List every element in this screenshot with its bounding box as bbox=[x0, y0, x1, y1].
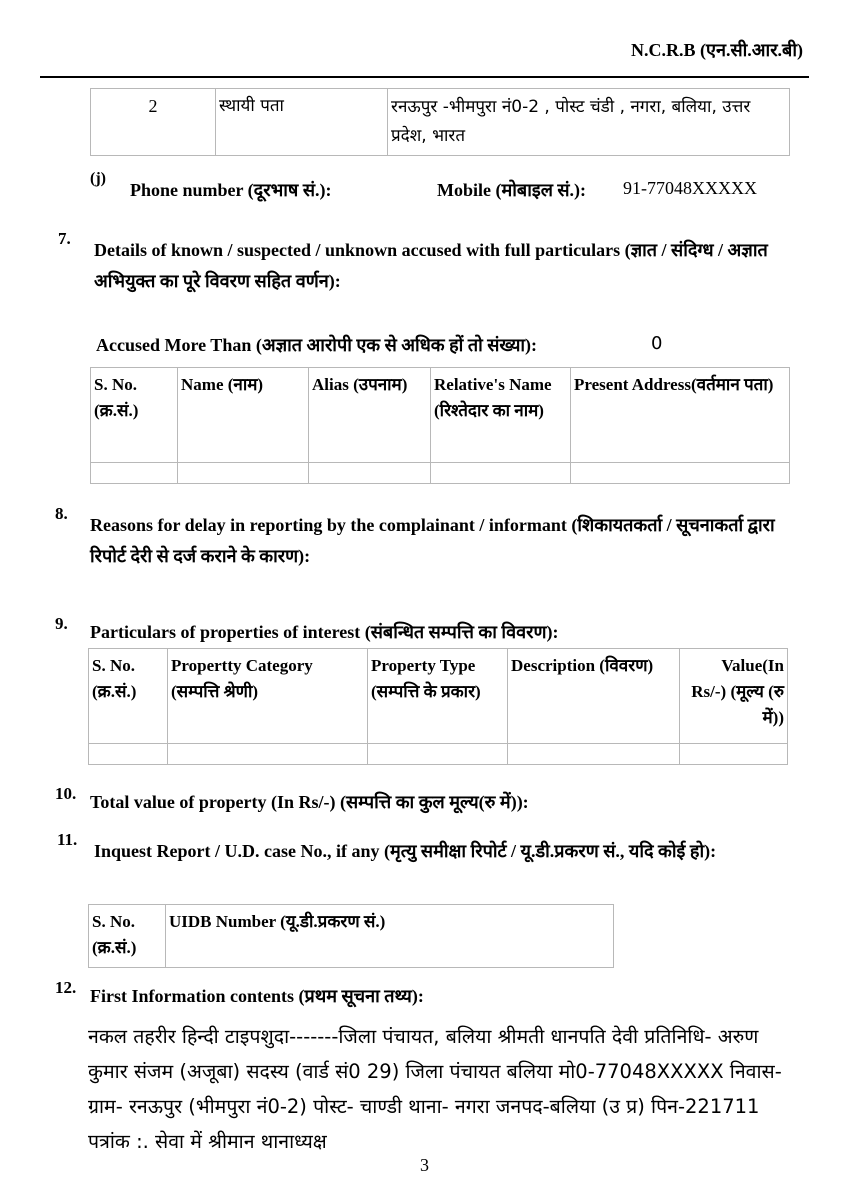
mobile-label: Mobile (मोबाइल सं.): bbox=[437, 180, 587, 200]
section-10-title: Total value of property (In Rs/-) (सम्पत्ति का कुल मूल्य(रु में)): bbox=[90, 792, 529, 812]
table-row bbox=[89, 744, 788, 765]
property-col-type: Property Type (सम्पत्ति के प्रकार) bbox=[368, 649, 508, 744]
table-row bbox=[91, 89, 790, 156]
section-9-title: Particulars of properties of interest (संबन्धित सम्पत्ति का विवरण): bbox=[90, 622, 559, 642]
section-12-title: First Information contents (प्रथम सूचना तथ्य): bbox=[90, 986, 424, 1006]
address-table bbox=[90, 88, 790, 156]
section-7-title: Details of known / suspected / unknown accused with full particulars (ज्ञात / संदिग्ध / अज्ञात अभियुक्त का पूरे विवरण सहित वर्णन): bbox=[94, 240, 768, 291]
section-8-number: 8. bbox=[55, 504, 68, 523]
section-7-number: 7. bbox=[58, 229, 71, 248]
table-header-row bbox=[89, 905, 614, 968]
accused-col-sno: S. No. (क्र.सं.) bbox=[91, 368, 178, 463]
section-11-title: Inquest Report / U.D. case No., if any (मृत्यु समीक्षा रिपोर्ट / यू.डी.प्रकरण सं., यदि कोई हो): bbox=[94, 841, 717, 861]
section-10-number: 10. bbox=[55, 784, 77, 803]
accused-more-than-label: Accused More Than (अज्ञात आरोपी एक से अधिक हों तो संख्या): bbox=[96, 335, 538, 355]
accused-col-address: Present Address(वर्तमान पता) bbox=[571, 368, 790, 463]
section-9-number: 9. bbox=[55, 614, 68, 633]
first-information-body: नकल तहरीर हिन्दी टाइपशुदा-------जिला पंचायत, बलिया श्रीमती धानपति देवी प्रतिनिधि- अरुण कुमार संजम (अजूबा) सदस्य (वार्ड सं0 29) जिला पंचायत बलिया मो0-77048XXXXX निवास- ग्राम- रनऊपुर (भीमपुरा नं0-2) पोस्ट- चाण्डी थाना- नगरा जनपद-बलिया (उ प्र) पिन-221711 पत्रांक :. सेवा में श्रीमान थानाध्यक्ष bbox=[88, 1025, 782, 1153]
address-sno: 2 bbox=[91, 89, 216, 156]
property-col-description: Description (विवरण) bbox=[508, 649, 680, 744]
section-j-marker: (j) bbox=[90, 170, 106, 187]
accused-col-alias: Alias (उपनाम) bbox=[309, 368, 431, 463]
property-table bbox=[88, 648, 788, 765]
property-col-value: Value(In Rs/-) (मूल्य (रु में)) bbox=[680, 649, 788, 744]
page-number: 3 bbox=[420, 1155, 429, 1175]
page-header-title: N.C.R.B (एन.सी.आर.बी) bbox=[631, 40, 803, 60]
accused-more-than-value: 0 bbox=[651, 333, 663, 354]
accused-col-name: Name (नाम) bbox=[178, 368, 309, 463]
table-row bbox=[91, 463, 790, 484]
table-header-row bbox=[91, 368, 790, 463]
table-header-row bbox=[89, 649, 788, 744]
header-divider bbox=[40, 76, 809, 78]
phone-label: Phone number (दूरभाष सं.): bbox=[130, 180, 332, 200]
section-12-number: 12. bbox=[55, 978, 77, 997]
uidb-col-number: UIDB Number (यू.डी.प्रकरण सं.) bbox=[166, 905, 614, 968]
accused-table bbox=[90, 367, 790, 484]
uidb-col-sno: S. No. (क्र.सं.) bbox=[89, 905, 166, 968]
property-col-category: Propertty Category (सम्पत्ति श्रेणी) bbox=[168, 649, 368, 744]
accused-col-relative: Relative's Name (रिश्तेदार का नाम) bbox=[431, 368, 571, 463]
section-11-number: 11. bbox=[57, 830, 78, 849]
property-col-sno: S. No. (क्र.सं.) bbox=[89, 649, 168, 744]
mobile-value: 91-77048XXXXX bbox=[623, 178, 757, 198]
uidb-table bbox=[88, 904, 614, 968]
section-8-title: Reasons for delay in reporting by the complainant / informant (शिकायतकर्ता / सूचनाकर्ता द्वारा रिपोर्ट देरी से दर्ज कराने के कारण): bbox=[90, 515, 775, 566]
address-value: रनऊपुर -भीमपुरा नं0-2 , पोस्ट चंडी , नगरा, बलिया, उत्तर प्रदेश, भारत bbox=[388, 89, 790, 156]
address-label: स्थायी पता bbox=[216, 89, 388, 156]
